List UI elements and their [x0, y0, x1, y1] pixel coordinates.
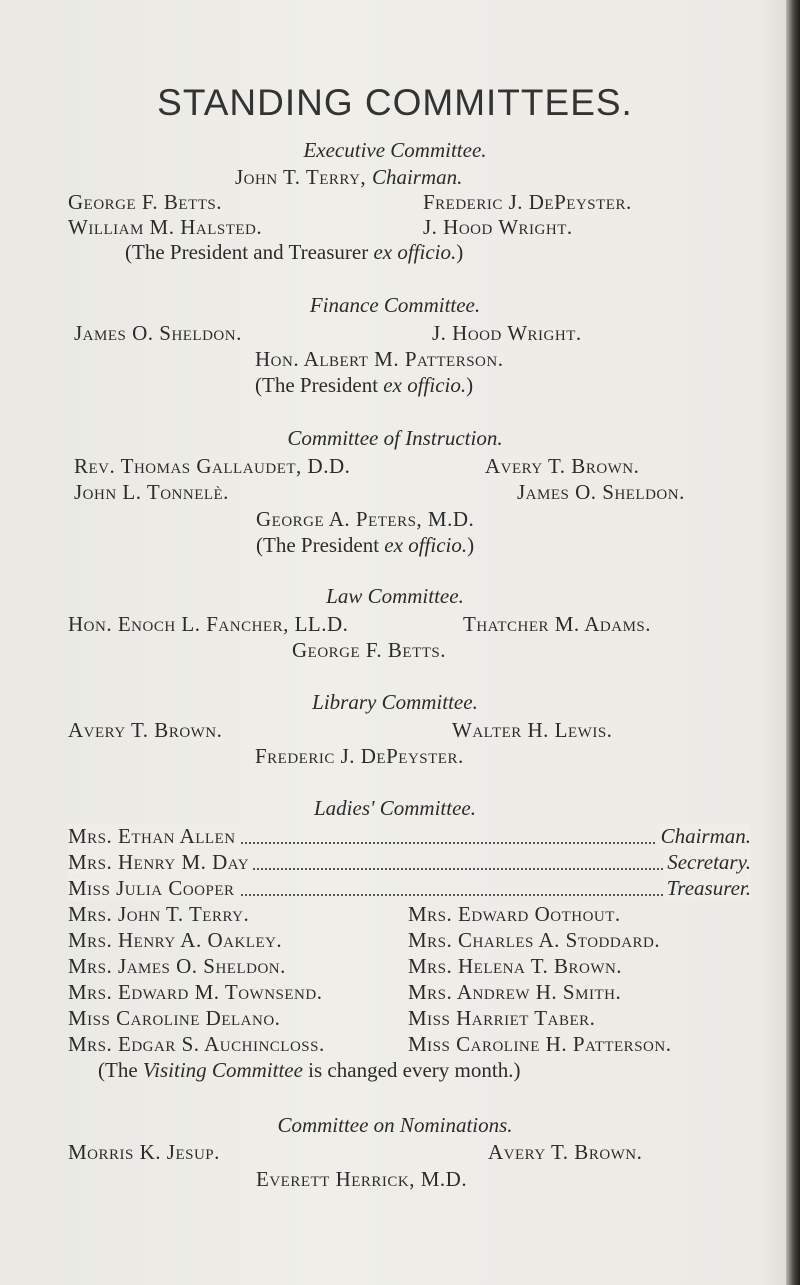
note-text: ): [467, 533, 475, 557]
ladies-officer-row: [68, 850, 751, 874]
ladies-member: Miss Caroline Delano.: [68, 1006, 281, 1030]
ladies-member: Miss Harriet Taber.: [408, 1006, 596, 1030]
ladies-heading: Ladies' Committee.: [314, 796, 476, 820]
nominations-member: Everett Herrick, M.D.: [256, 1167, 468, 1191]
ladies-member: Miss Caroline H. Patterson.: [408, 1032, 672, 1056]
instruction-member: George A. Peters, M.D.: [256, 507, 475, 531]
law-heading: Law Committee.: [326, 584, 464, 608]
ladies-member: Mrs. Edgar S. Auchincloss.: [68, 1032, 325, 1056]
ladies-member: Mrs. John T. Terry.: [68, 902, 250, 926]
law-member: George F. Betts.: [292, 638, 446, 662]
note-visiting-committee: Visiting Committee: [142, 1058, 303, 1082]
executive-chair: [235, 165, 462, 190]
ladies-member: Mrs. Andrew H. Smith.: [408, 980, 622, 1004]
instruction-member: James O. Sheldon.: [517, 480, 685, 504]
note-ex-officio: ex officio.: [384, 533, 468, 557]
finance-member: James O. Sheldon.: [74, 321, 242, 345]
law-member: Hon. Enoch L. Fancher, LL.D.: [68, 612, 349, 636]
note-text: (The President: [256, 533, 385, 557]
officer-role: Secretary.: [663, 850, 751, 875]
library-member: Frederic J. DePeyster.: [255, 744, 464, 768]
nominations-member: Morris K. Jesup.: [68, 1140, 220, 1164]
ladies-member: Mrs. Edward M. Townsend.: [68, 980, 323, 1004]
executive-member: George F. Betts.: [68, 190, 222, 214]
officer-name: Mrs. Henry M. Day: [68, 850, 253, 875]
instruction-note: [256, 533, 474, 558]
nominations-member: Avery T. Brown.: [488, 1140, 643, 1164]
officer-name: Mrs. Ethan Allen: [68, 824, 240, 849]
note-text: (The President: [255, 373, 384, 397]
executive-note: [125, 240, 463, 265]
law-member: Thatcher M. Adams.: [463, 612, 652, 636]
officer-role: Chairman.: [657, 824, 751, 849]
library-heading: Library Committee.: [312, 690, 478, 714]
officer-role: Treasurer.: [663, 876, 751, 901]
instruction-member: John L. Tonnelè.: [74, 480, 229, 504]
finance-note: [255, 373, 473, 398]
officer-name: Miss Julia Cooper: [68, 876, 239, 901]
executive-chair-role: Chairman.: [371, 165, 463, 189]
note-ex-officio: ex officio.: [373, 240, 457, 264]
ladies-member: Mrs. Edward Oothout.: [408, 902, 621, 926]
ladies-member: Mrs. Henry A. Oakley.: [68, 928, 283, 952]
finance-member: Hon. Albert M. Patterson.: [255, 347, 504, 371]
library-member: Walter H. Lewis.: [452, 718, 613, 742]
executive-chair-name: John T. Terry,: [235, 165, 372, 189]
instruction-member: Rev. Thomas Gallaudet, D.D.: [74, 454, 351, 478]
note-text: ): [456, 240, 464, 264]
ladies-member: Mrs. Helena T. Brown.: [408, 954, 623, 978]
finance-member: J. Hood Wright.: [432, 321, 582, 345]
note-ex-officio: ex officio.: [383, 373, 467, 397]
executive-heading: Executive Committee.: [303, 138, 487, 162]
note-text: (The President and Treasurer: [125, 240, 374, 264]
ladies-officer-row: [68, 824, 751, 848]
library-member: Avery T. Brown.: [68, 718, 223, 742]
note-text: ): [466, 373, 474, 397]
page-title: STANDING COMMITTEES.: [157, 82, 633, 123]
nominations-heading: Committee on Nominations.: [277, 1113, 513, 1137]
ladies-member: Mrs. James O. Sheldon.: [68, 954, 286, 978]
executive-member: J. Hood Wright.: [423, 215, 573, 239]
note-text: is changed every month.): [302, 1058, 521, 1082]
instruction-member: Avery T. Brown.: [485, 454, 640, 478]
finance-heading: Finance Committee.: [309, 293, 481, 317]
instruction-heading: Committee of Instruction.: [287, 426, 503, 450]
executive-member: William M. Halsted.: [68, 215, 263, 239]
note-text: (The: [98, 1058, 143, 1082]
ladies-member: Mrs. Charles A. Stoddard.: [408, 928, 661, 952]
ladies-note: [98, 1058, 520, 1083]
page-edge-shadow: [786, 0, 800, 1285]
ladies-officer-row: [68, 876, 751, 900]
executive-member: Frederic J. DePeyster.: [423, 190, 632, 214]
